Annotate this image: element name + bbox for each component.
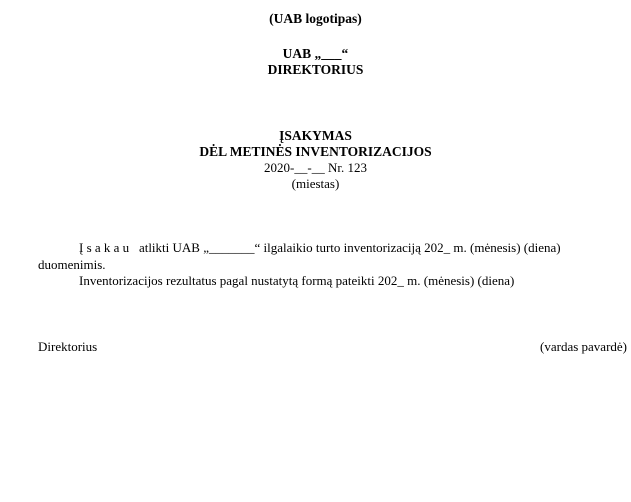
order-paragraph-1-continuation: duomenimis.: [38, 257, 106, 272]
company-name-line: UAB „___“: [282, 46, 349, 61]
company-logo-placeholder: (UAB logotipas): [269, 11, 362, 26]
signature-position: Direktorius: [38, 339, 98, 354]
director-heading: DIREKTORIUS: [267, 62, 364, 77]
order-verb: Į s a k a u: [79, 240, 130, 255]
signature-name-placeholder: (vardas pavardė): [540, 339, 627, 354]
document-city: (miestas): [291, 176, 340, 191]
order-paragraph-1-text: atlikti UAB „_______“ ilgalaikio turto inventorizaciją 202_ m. (mėnesis) (diena): [138, 240, 561, 255]
document-date-number: 2020-__-__ Nr. 123: [264, 160, 367, 175]
document-subtitle: DĖL METINĖS INVENTORIZACIJOS: [199, 144, 432, 159]
order-paragraph-2: Inventorizacijos rezultatus pagal nustatytą formą pateikti 202_ m. (mėnesis) (diena): [79, 273, 515, 288]
document-title: ĮSAKYMAS: [279, 128, 352, 143]
order-paragraph-1: [79, 240, 561, 256]
